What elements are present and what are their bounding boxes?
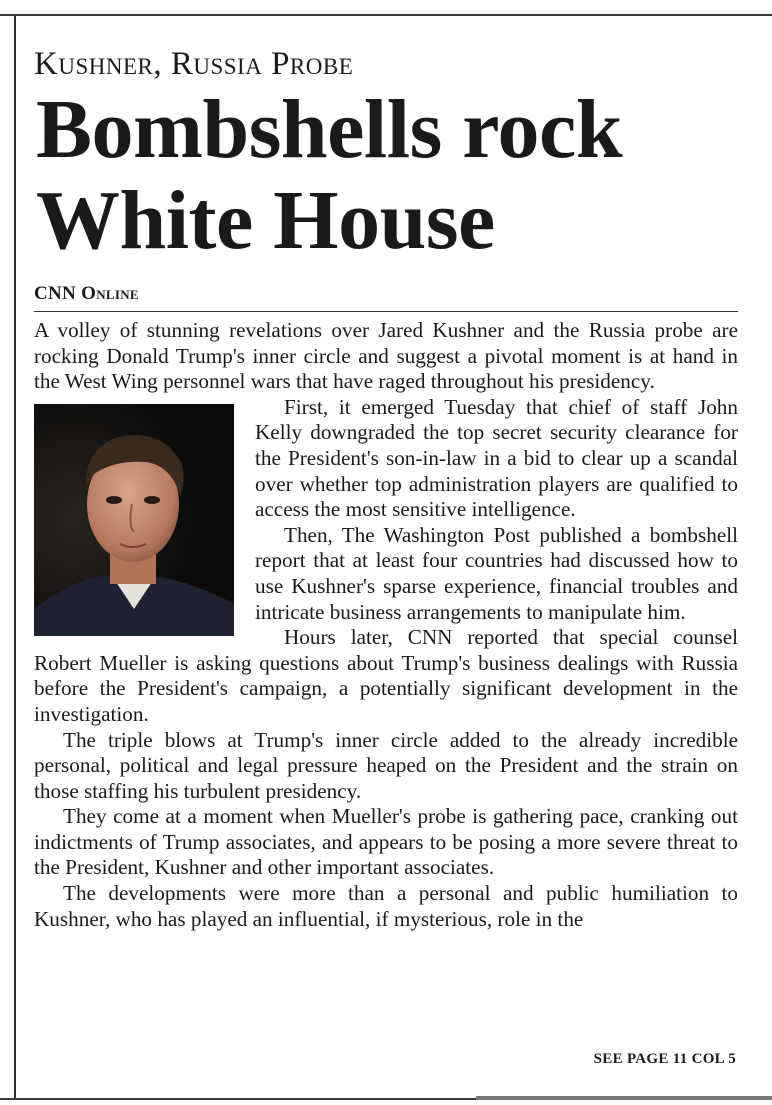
paragraph-2: First, it emerged Tuesday that chief of staff John Kelly downgraded the top secret security clearance for the President's son-in-law in a bid to clear up a scandal over whether top administration players are qualified to access the most sensitive intelligence. <box>255 394 738 522</box>
byline-rule <box>34 311 738 312</box>
jump-line: SEE PAGE 11 COL 5 <box>593 1051 736 1067</box>
paragraph-7: The developments were more than a personal and public humiliation to Kushner, who has played an influential, if mysterious, role in the <box>34 881 738 931</box>
paragraph-1: A volley of stunning revelations over Jared Kushner and the Russia probe are rocking Donald Trump's inner circle and suggest a pivotal moment is at hand in the West Wing personnel wars that have raged throughout his presidency. <box>34 318 738 394</box>
portrait-photo <box>34 404 234 636</box>
paragraph-3: Then, The Washington Post published a bombshell report that at least four countries had discussed how to use Kushner's sparse experience, financial troubles and intricate business arrangements to manipulate him. <box>255 522 738 624</box>
paragraph-5: The triple blows at Trump's inner circle added to the already incredible personal, political and legal pressure heaped on the President and the strain on those staffing his turbulent presidency. <box>34 727 738 803</box>
paragraph-4: Hours later, CNN reported that special counsel Robert Mueller is asking questions about Trump's business dealings with Russia before the President's campaign, a potentially significant development in the investigation. <box>34 625 738 726</box>
left-column-rule <box>14 16 16 1098</box>
article-body <box>34 318 738 932</box>
kicker: Kushner, Russia Probe <box>34 46 354 82</box>
top-rule <box>0 14 772 16</box>
byline: CNN Online <box>34 283 139 304</box>
paragraph-6: They come at a moment when Mueller's probe is gathering pace, cranking out indictments of Trump associates, and appears to be posing a more severe threat to the President, Kushner and other important associates. <box>34 804 738 880</box>
bottom-rule-accent <box>476 1096 772 1100</box>
headline: Bombshells rock White House <box>36 83 623 267</box>
